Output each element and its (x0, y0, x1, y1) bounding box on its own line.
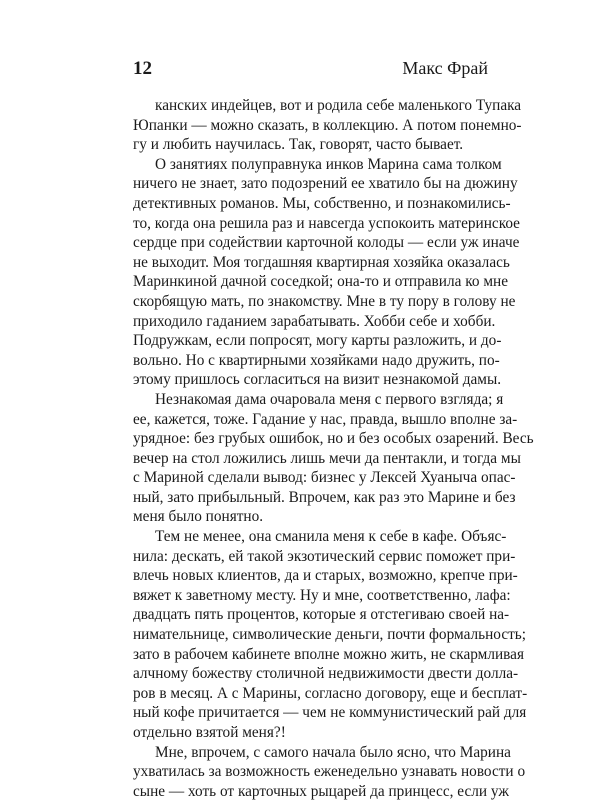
text-line: двадцать пять процентов, которые я отстегиваю своей на- (133, 606, 510, 624)
text-line: нимательнице, символические деньги, почти формальность; (133, 626, 527, 644)
text-line: отдельно взятой меня?! (133, 724, 286, 741)
text-line: алчному божеству столичной недвижимости двести долла- (133, 665, 519, 683)
paragraph (133, 155, 520, 390)
text-line: приходило гаданием зарабатывать. Хобби себе и хобби. (133, 312, 496, 330)
text-line: урядное: без грубых ошибок, но и без особых озарений. Весь (133, 430, 534, 448)
text-line: ров в месяц. А с Марины, согласно договору, еще и бесплат- (133, 684, 528, 702)
text-line: вяжет к заветному месту. Ну и мне, соответственно, лафа: (133, 586, 511, 604)
text-line: меня было понятно. (133, 508, 264, 526)
running-title: Макс Фрай (402, 58, 488, 78)
text-line: нила: дескать, ей такой экзотический сервис поможет при- (133, 547, 516, 565)
text-line: ничего не знает, зато подозрений ее хватило бы на дюжину (133, 175, 518, 193)
paragraph (133, 527, 528, 743)
paragraph (133, 743, 526, 801)
text-line: сердце при содействии карточной колоды — если уж иначе (133, 234, 520, 252)
text-line: Юпанки — можно сказать, в коллекцию. А потом понемно- (133, 116, 522, 134)
page-header (133, 58, 488, 82)
text-line: ный кофе причитается — чем не коммунистический рай для (133, 704, 527, 722)
text-line: зато в рабочем кабинете вполне можно жить, не скармливая (133, 645, 525, 663)
paragraph (133, 96, 522, 155)
body-text (133, 96, 534, 801)
text-line: Маринкиной дачной соседкой; она-то и отправила ко мне (133, 273, 508, 291)
text-line: вечер на стол ложились лишь мечи да пентакли, и тогда мы (133, 449, 521, 467)
text-line: сыне — хоть от карточных рыцарей да принцесс, если уж (133, 782, 509, 800)
text-line: ее, кажется, тоже. Гадание у нас, правда, вышло вполне за- (133, 410, 518, 428)
text-line: канских индейцев, вот и родила себе маленького Тупака (155, 97, 522, 114)
text-line: гу и любить научилась. Так, говорят, часто бывает. (133, 136, 464, 154)
page-number: 12 (133, 58, 152, 79)
text-line: с Мариной сделали вывод: бизнес у Лексей Хуаныча опас- (133, 469, 516, 487)
text-line: то, когда она решила раз и навсегда успокоить материнское (133, 214, 520, 232)
text-line: не выходит. Моя тогдашняя квартирная хозяйка оказалась (133, 253, 510, 271)
text-line: ный, зато прибыльный. Впрочем, как раз это Марине и без (133, 488, 516, 506)
text-line: детективных романов. Мы, собственно, и познакомились- (133, 194, 511, 212)
text-line: скорбящую мать, по знакомству. Мне в ту пору в голову не (133, 292, 516, 310)
text-line: Подружкам, если попросят, могу карты разложить, и до- (133, 332, 502, 350)
text-line: Тем не менее, она сманила меня к себе в кафе. Объяс- (155, 528, 507, 546)
text-line: О занятиях полуправнука инков Марина сама толком (155, 155, 502, 173)
text-line: Мне, впрочем, с самого начала было ясно, что Марина (155, 743, 511, 761)
text-line: вольно. Но с квартирными хозяйками надо дружить, по- (133, 351, 500, 369)
text-line: Незнакомая дама очаровала меня с первого взгляда; я (155, 390, 504, 408)
text-line: этому пришлось согласиться на визит незнакомой дамы. (133, 371, 502, 389)
paragraph (133, 390, 534, 527)
text-line: ухватилась за возможность еженедельно узнавать новости о (133, 763, 526, 781)
text-line: влечь новых клиентов, да и старых, возможно, крепче при- (133, 567, 518, 585)
